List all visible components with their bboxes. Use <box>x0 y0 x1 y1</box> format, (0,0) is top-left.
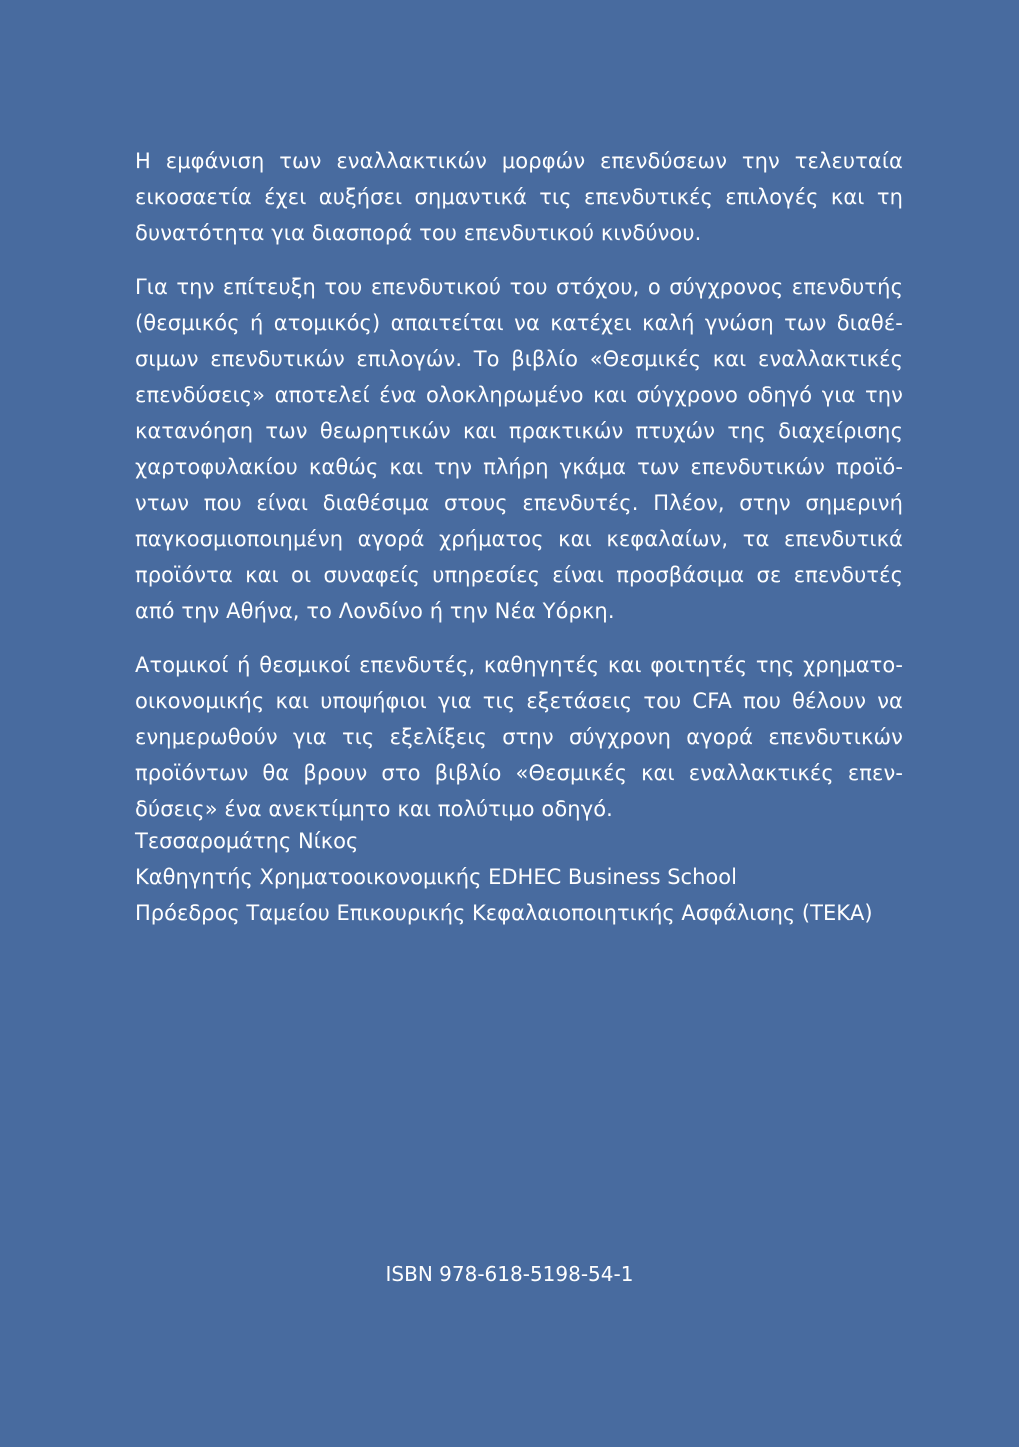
paragraph-line: από την Αθήνα, το Λονδίνο ή την Νέα Υόρκη. <box>135 599 615 623</box>
paragraph-line: εικοσαετία έχει αυξήσει σημαντικά τις επενδυτικές επιλογές και τη <box>135 185 903 209</box>
paragraph-line: παγκοσμιοποιημένη αγορά χρήματος και κεφαλαίων, τα επενδυτικά <box>135 527 903 551</box>
author-signature-block <box>135 823 925 931</box>
paragraph-line: (θεσμικός ή ατομικός) απαιτείται να κατέχει καλή γνώση των διαθέ- <box>135 311 903 335</box>
paragraph-line: σιμων επενδυτικών επιλογών. Το βιβλίο «Θεσμικές και εναλλακτικές <box>135 347 903 371</box>
description-paragraph-2 <box>135 269 903 629</box>
paragraph-line: δυνατότητα για διασπορά του επενδυτικού κινδύνου. <box>135 221 702 245</box>
paragraph-line: χαρτοφυλακίου καθώς και την πλήρη γκάμα των επενδυτικών προϊό- <box>135 455 903 479</box>
paragraph-line: ντων που είναι διαθέσιμα στους επενδυτές. Πλέον, στην σημερινή <box>135 491 903 515</box>
paragraph-line: κατανόηση των θεωρητικών και πρακτικών πτυχών της διαχείρισης <box>135 419 903 443</box>
paragraph-line: οικονομικής και υποψήφιοι για τις εξετάσεις του CFA που θέλουν να <box>135 689 903 713</box>
paragraph-line: προϊόντων θα βρουν στο βιβλίο «Θεσμικές και εναλλακτικές επεν- <box>135 761 903 785</box>
isbn-number: ISBN 978-618-5198-54-1 <box>385 1262 634 1286</box>
paragraph-line: Για την επίτευξη του επενδυτικού του στόχου, ο σύγχρονος επενδυτής <box>135 275 903 299</box>
description-paragraph-1 <box>135 143 903 251</box>
paragraph-line: επενδύσεις» αποτελεί ένα ολοκληρωμένο και σύγχρονο οδηγό για την <box>135 383 903 407</box>
paragraph-line: Ατομικοί ή θεσμικοί επενδυτές, καθηγητές και φοιτητές της χρηματο- <box>135 653 903 677</box>
back-cover-description <box>135 143 903 845</box>
description-paragraph-3 <box>135 647 903 827</box>
paragraph-line: Η εμφάνιση των εναλλακτικών μορφών επενδύσεων την τελευταία <box>135 149 903 173</box>
paragraph-line: δύσεις» ένα ανεκτίμητο και πολύτιμο οδηγό. <box>135 797 613 821</box>
author-title: Καθηγητής Χρηματοοικονομικής EDHEC Business School <box>135 865 737 889</box>
paragraph-line: προϊόντα και οι συναφείς υπηρεσίες είναι προσβάσιμα σε επενδυτές <box>135 563 903 587</box>
author-role: Πρόεδρος Ταμείου Επικουρικής Κεφαλαιοποιητικής Ασφάλισης (ΤΕΚΑ) <box>135 901 873 925</box>
author-name: Τεσσαρομάτης Νίκος <box>135 829 359 853</box>
paragraph-line: ενημερωθούν για τις εξελίξεις στην σύγχρονη αγορά επενδυτικών <box>135 725 903 749</box>
